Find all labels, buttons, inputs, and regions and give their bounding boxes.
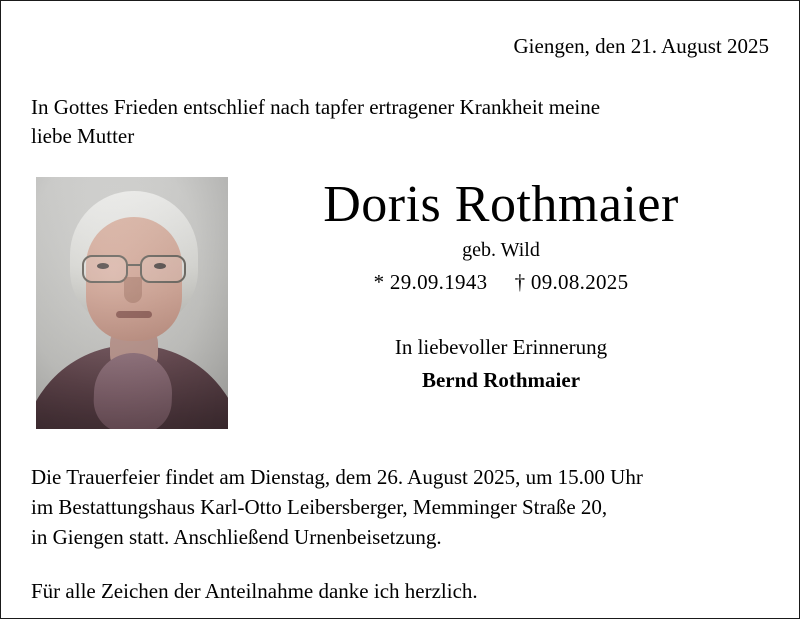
birth-date: * 29.09.1943 <box>373 270 488 295</box>
death-date: † 09.08.2025 <box>514 270 629 295</box>
ceremony-line-3: in Giengen statt. Anschließend Urnenbeisetzung. <box>31 524 442 549</box>
notice-inner <box>1 1 800 619</box>
deceased-name-block <box>231 177 771 295</box>
life-dates <box>231 270 771 295</box>
ceremony-line-1: Die Trauerfeier findet am Dienstag, dem 26. August 2025, um 15.00 Uhr <box>31 465 643 490</box>
ceremony-line-2: im Bestattungshaus Karl-Otto Leibersberger, Memminger Straße 20, <box>31 495 608 519</box>
portrait-photo <box>36 177 228 429</box>
maiden-name: geb. Wild <box>462 239 540 262</box>
mourner-name: Bernd Rothmaier <box>421 367 581 392</box>
memory-block <box>231 333 771 395</box>
thanks-text: Für alle Zeichen der Anteilnahme danke ich herzlich. <box>31 578 478 603</box>
intro-text <box>31 93 771 151</box>
deceased-name: Doris Rothmaier <box>323 176 679 234</box>
dateline: Giengen, den 21. August 2025 <box>513 34 769 58</box>
memory-line: In liebevoller Erinnerung <box>394 335 608 360</box>
portrait-and-name-section <box>31 177 771 457</box>
intro-line-2: liebe Mutter <box>31 124 135 149</box>
portrait-vignette <box>36 177 228 429</box>
intro-line-1: In Gottes Frieden entschlief nach tapfer ertragener Krankheit meine <box>31 95 601 120</box>
ceremony-details <box>31 463 771 552</box>
